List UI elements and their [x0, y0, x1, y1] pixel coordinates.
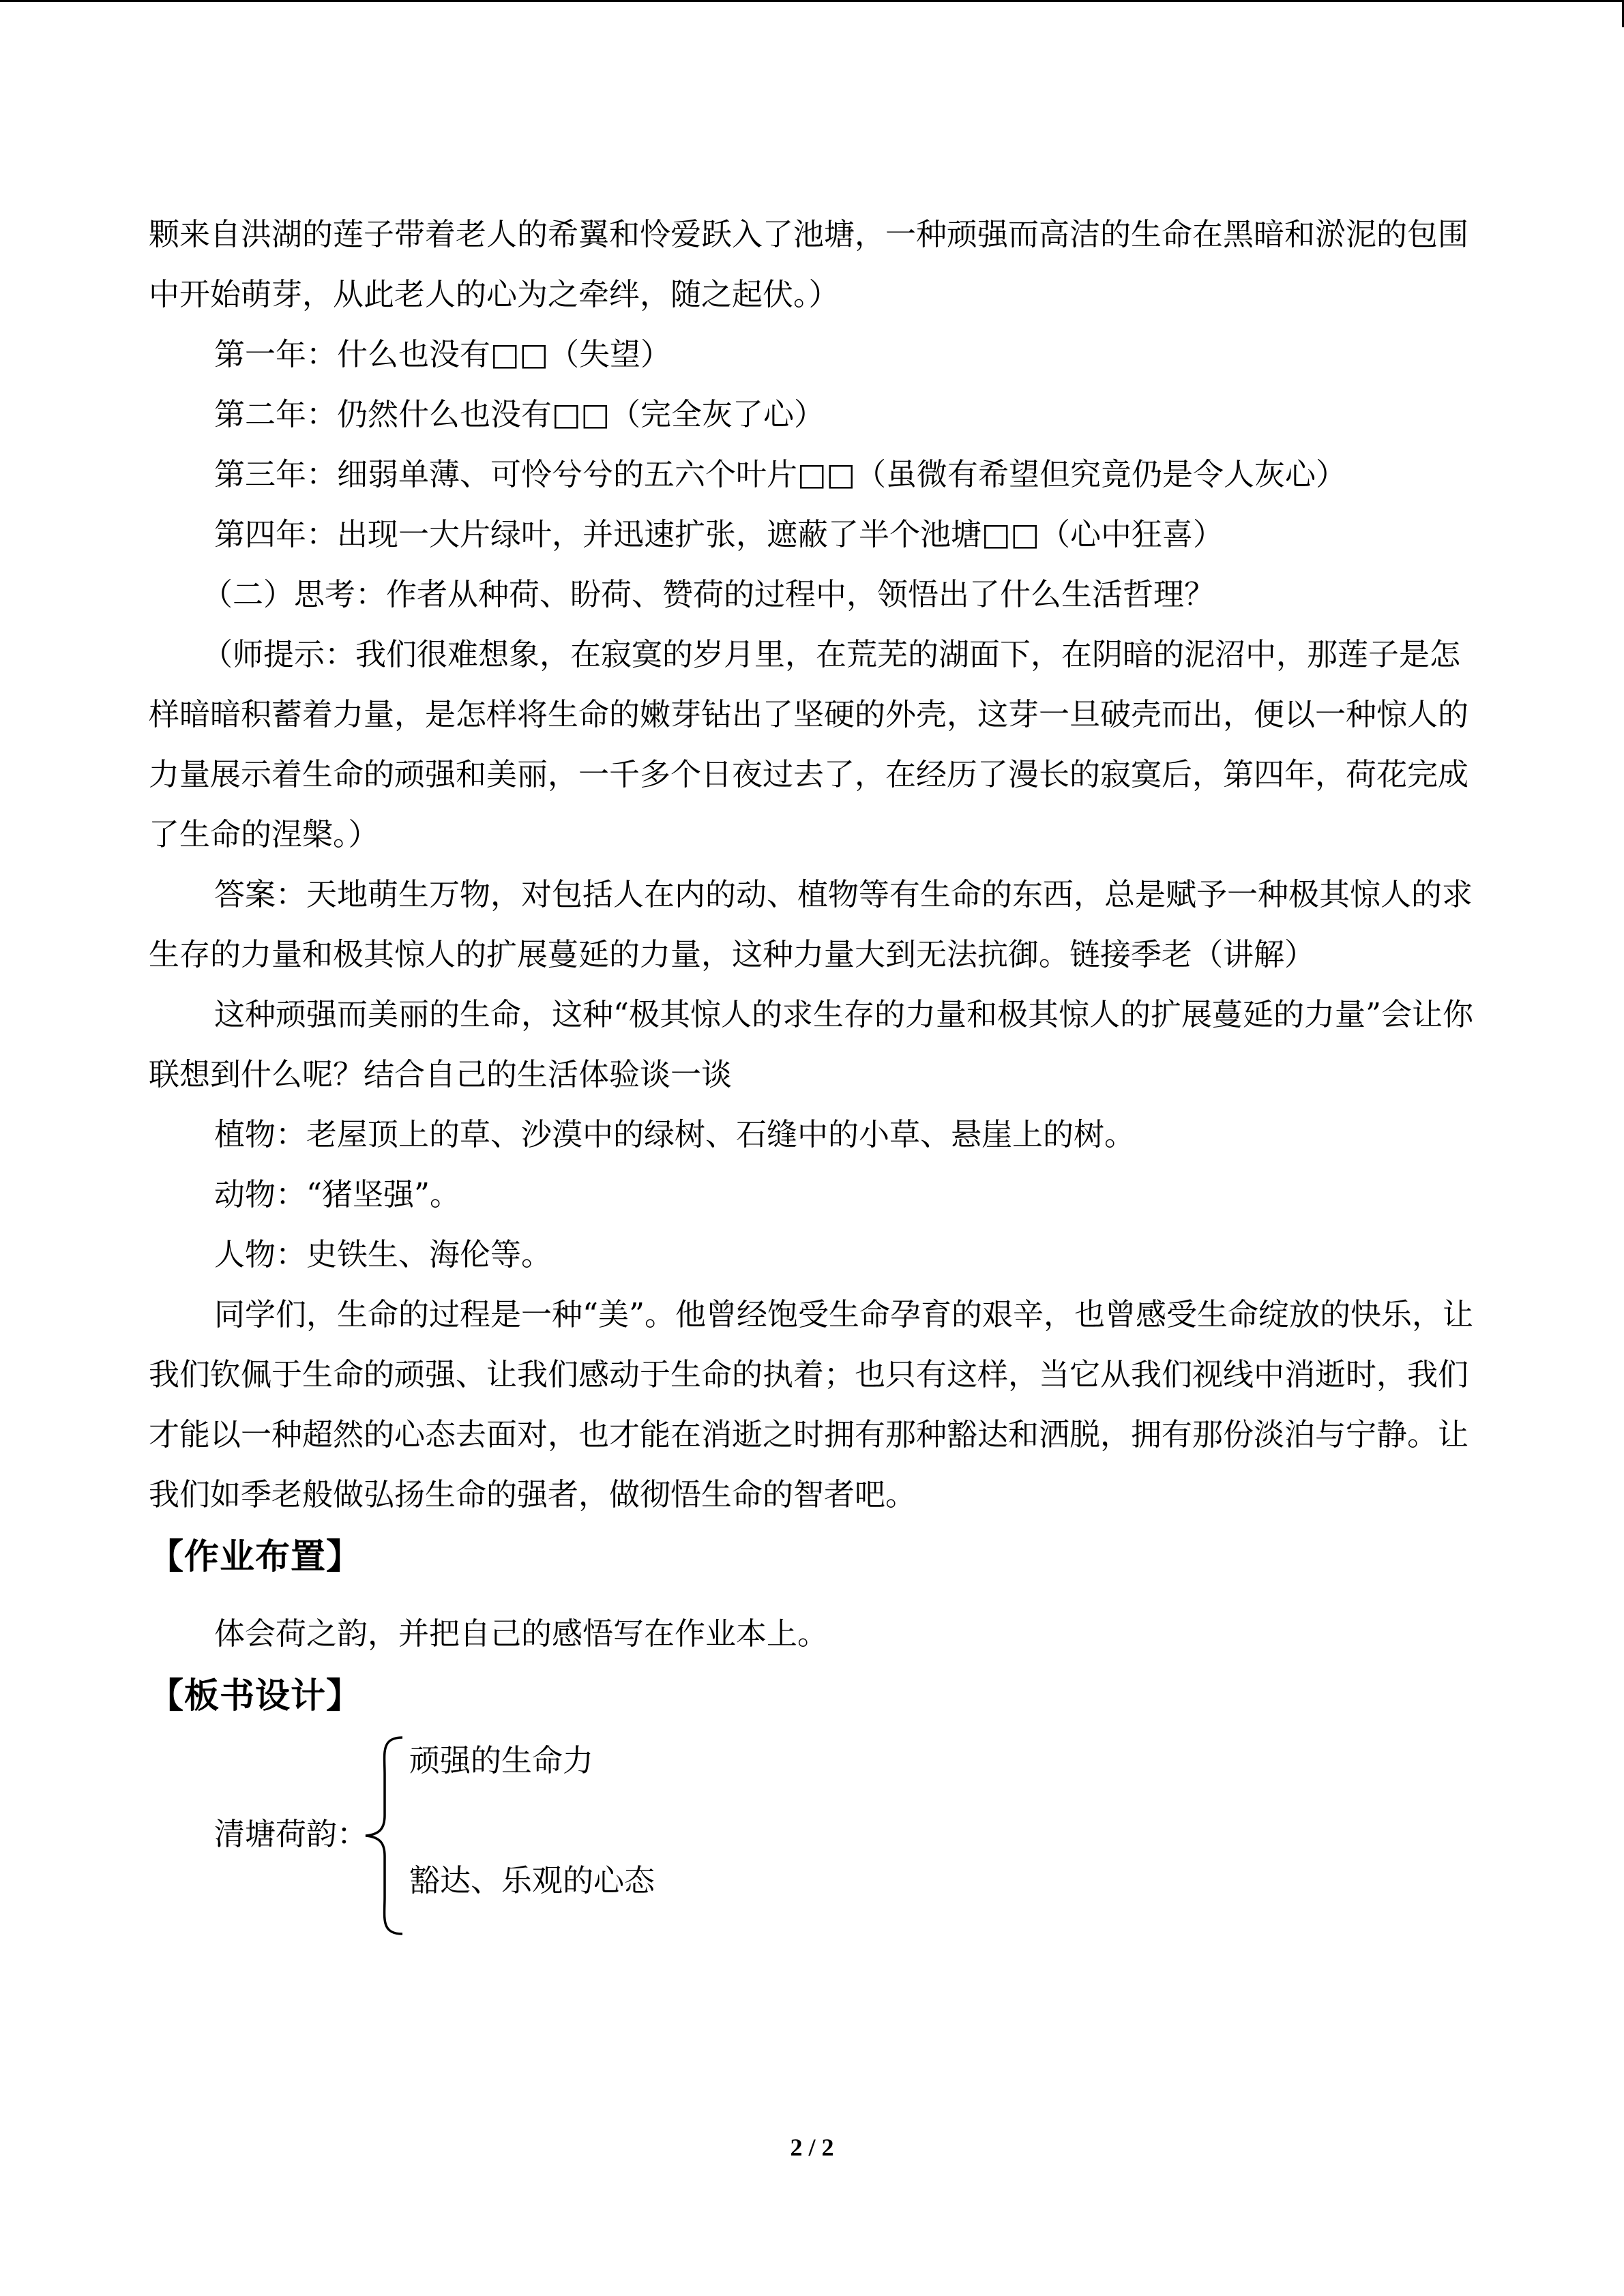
paragraph-year-one: 第一年：什么也没有□□（失望）: [214, 336, 672, 372]
document-body: [149, 205, 1479, 1952]
paragraph-plants: 植物：老屋顶上的草、沙漠中的绿树、石缝中的小草、悬崖上的树。: [214, 1116, 1136, 1152]
paragraph-answer: 答案：天地萌生万物，对包括人在内的动、植物等有生命的东西，总是赋予一种极其惊人的求生存的力量和极其惊人的扩展蔓延的力量，这种力量大到无法抗御。链接季老（讲解）: [149, 876, 1473, 972]
paragraph-year-four: 第四年：出现一大片绿叶，并迅速扩张，遮蔽了半个池塘□□（心中狂喜）: [214, 516, 1224, 552]
board-item-attitude: 豁达、乐观的心态: [409, 1862, 655, 1898]
board-topic: 清塘荷韵：: [214, 1816, 368, 1852]
homework-text: 体会荷之韵，并把自己的感悟写在作业本上。: [214, 1615, 829, 1652]
paragraph-conclusion: 同学们，生命的过程是一种“美”。他曾经饱受生命孕育的艰辛，也曾感受生命绽放的快乐，让我们钦佩于生命的顽强、让我们感动于生命的执着；也只有这样，当它从我们视线中消逝时，我们才能以一种超然的心态去面对，也才能在消逝之时拥有那种豁达和洒脱，拥有那份淡泊与宁静。让我们如季老般做弘扬生命的强者，做彻悟生命的智者吧。: [149, 1296, 1474, 1512]
page-top-border: [0, 0, 1624, 2]
board-design-diagram: [149, 1733, 1479, 1952]
paragraph-association: 这种顽强而美丽的生命，这种“极其惊人的求生存的力量和极其惊人的扩展蔓延的力量”会让你联想到什么呢？结合自己的生活体验谈一谈: [149, 996, 1474, 1092]
paragraph-think-question: （二）思考：作者从种荷、盼荷、赞荷的过程中，领悟出了什么生活哲理？: [202, 576, 1215, 612]
paragraph-lotus-seed: 颗来自洪湖的莲子带着老人的希翼和怜爱跃入了池塘，一种顽强而高洁的生命在黑暗和淤泥的包围中开始萌芽，从此老人的心为之牵绊，随之起伏。）: [149, 216, 1469, 312]
paragraph-people: 人物：史铁生、海伦等。: [214, 1236, 552, 1272]
curly-brace-icon: [360, 1733, 408, 1938]
board-design-heading: 【板书设计】: [149, 1676, 362, 1716]
board-item-vitality: 顽强的生命力: [409, 1742, 594, 1778]
homework-heading: 【作业布置】: [149, 1537, 362, 1577]
paragraph-teacher-hint: （师提示：我们很难想象，在寂寞的岁月里，在荒芜的湖面下，在阴暗的泥沼中，那莲子是怎样暗暗积蓄着力量，是怎样将生命的嫩芽钻出了坚硬的外壳，这芽一旦破壳而出，便以一种惊人的力量展示着生命的顽强和美丽，一千多个日夜过去了，在经历了漫长的寂寞后，第四年，荷花完成了生命的涅槃。）: [149, 636, 1469, 852]
paragraph-year-three: 第三年：细弱单薄、可怜兮兮的五六个叶片□□（虽微有希望但究竟仍是令人灰心）: [214, 456, 1347, 492]
page-number: 2 / 2: [790, 2134, 834, 2161]
paragraph-year-two: 第二年：仍然什么也没有□□（完全灰了心）: [214, 396, 825, 432]
paragraph-animals: 动物：“猪坚强”。: [214, 1176, 461, 1212]
